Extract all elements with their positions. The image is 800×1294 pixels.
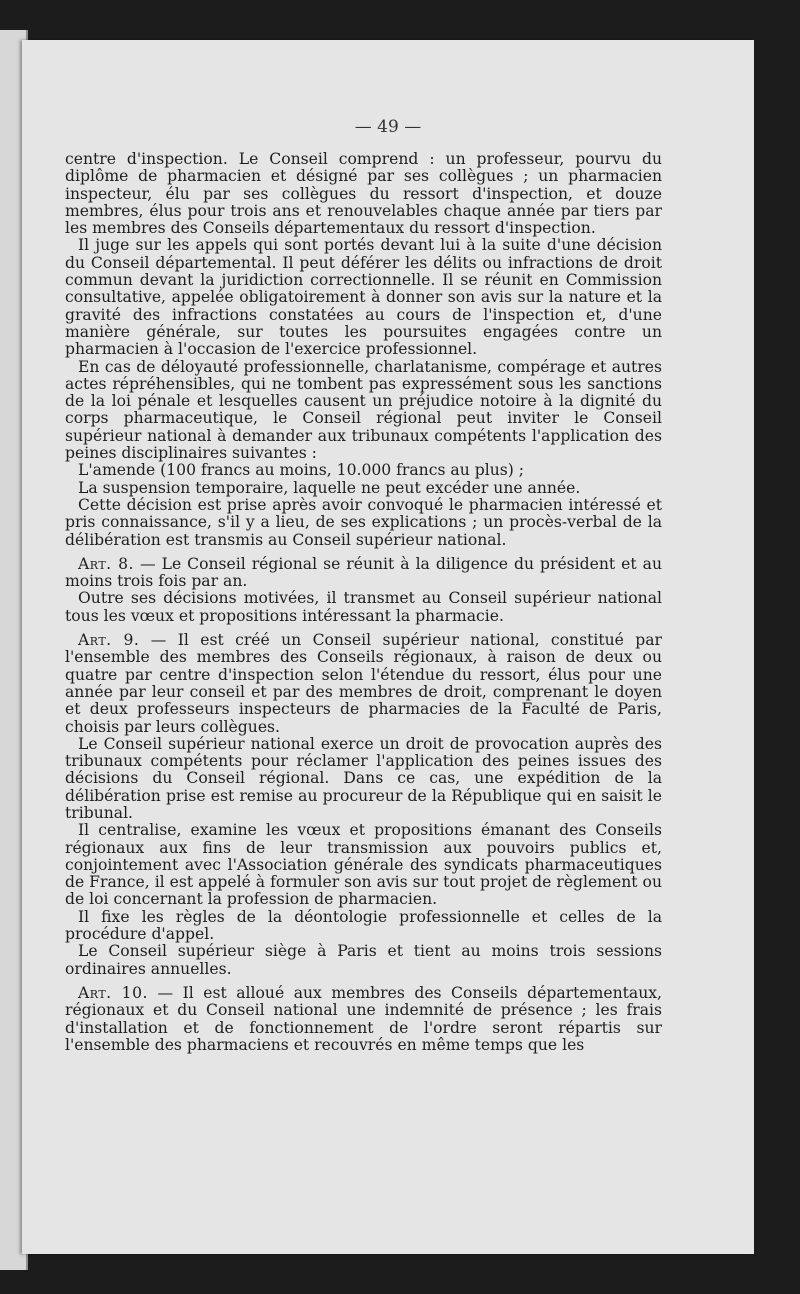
book-page <box>22 40 754 1254</box>
page-number: — 49 — <box>354 117 422 137</box>
paragraph: La suspension temporaire, laquelle ne peut excéder une année. <box>78 478 581 497</box>
page-body-text <box>65 151 662 1054</box>
article-10-paragraph: Art. 10. — Il est alloué aux membres des Conseils départementaux, régionaux et du Conseil national une indemnité de présence ; les frais d'installation et de fonctionnement de l'ordre seront répartis sur l'ensemble des pharmaciens et recouvrés en même temps que les <box>65 983 662 1054</box>
paragraph: L'amende (100 francs au moins, 10.000 francs au plus) ; <box>78 461 525 480</box>
article-label: Art. 8. <box>78 554 135 573</box>
paragraph: Le Conseil supérieur siège à Paris et tient au moins trois sessions ordinaires annuelles. <box>65 942 662 978</box>
paragraph: Outre ses décisions motivées, il transmet au Conseil supérieur national tous les vœux et propositions intéressant la pharmacie. <box>65 589 662 625</box>
paragraph: En cas de déloyauté professionnelle, charlatanisme, compérage et autres actes répréhensibles, qui ne tombent pas expressément sous les sanctions de la loi pénale et lesquelles causent un préjudice notoire à la dignité du corps pharmaceutique, le Conseil régional peut inviter le Conseil supérieur national à demander aux tribunaux compétents l'application des peines disciplinaires suivantes : <box>65 357 662 463</box>
article-label: Art. 9. <box>78 631 140 650</box>
article-label: Art. 10. <box>78 983 148 1002</box>
paragraph: Il fixe les règles de la déontologie professionnelle et celles de la procédure d'appel. <box>65 907 662 944</box>
paragraph: Cette décision est prise après avoir convoqué le pharmacien intéressé et pris connaissance, s'il y a lieu, de ses explications ; un procès-verbal de la délibération est transmis au Conseil supérieur national. <box>65 495 662 549</box>
paragraph: centre d'inspection. Le Conseil comprend : un professeur, pourvu du diplôme de pharmacien et désigné par ses collègues ; un pharmacien inspecteur, élu par ses collègues du ressort d'inspection, et douze membres, élus pour trois ans et renouvelables chaque année par tiers par les membres des Conseils départementaux du ressort d'inspection. <box>65 150 662 238</box>
paragraph: Il centralise, examine les vœux et propositions émanant des Conseils régionaux aux fins de leur transmission aux pouvoirs publics et, conjointement avec l'Association générale des syndicats pharmaceutiques de France, il est appelé à formuler son avis sur tout projet de règlement ou de loi concernant la profession de pharmacien. <box>65 821 662 909</box>
paragraph: Il juge sur les appels qui sont portés devant lui à la suite d'une décision du Conseil départemental. Il peut déférer les délits ou infractions de droit commun devant la juridiction correctionnelle. Il se réunit en Commission consultative, appelée obligatoirement à donner son avis sur la nature et la gravité des infractions constatées au cours de l'inspection et, d'une manière générale, sur toutes les poursuites engagées contre un pharmacien à l'occasion de l'exercice professionnel. <box>65 236 662 359</box>
article-9-paragraph: Art. 9. — Il est créé un Conseil supérieur national, constitué par l'ensemble des membres des Conseils régionaux, à raison de deux ou quatre par centre d'inspection selon l'étendue du ressort, élus pour une année par leur conseil et par des membres de droit, comprenant le doyen et deux professeurs inspecteurs de pharmacies de la Faculté de Paris, choisis par leurs collègues. <box>65 631 662 736</box>
paragraph: Le Conseil supérieur national exerce un droit de provocation auprès des tribunaux compétents pour réclamer l'application des peines issues des décisions du Conseil régional. Dans ce cas, une expédition de la délibération prise est remise au procureur de la République qui en saisit le tribunal. <box>65 734 662 822</box>
article-8-paragraph: Art. 8. — Le Conseil régional se réunit à la diligence du président et au moins trois fois par an. <box>65 554 662 591</box>
